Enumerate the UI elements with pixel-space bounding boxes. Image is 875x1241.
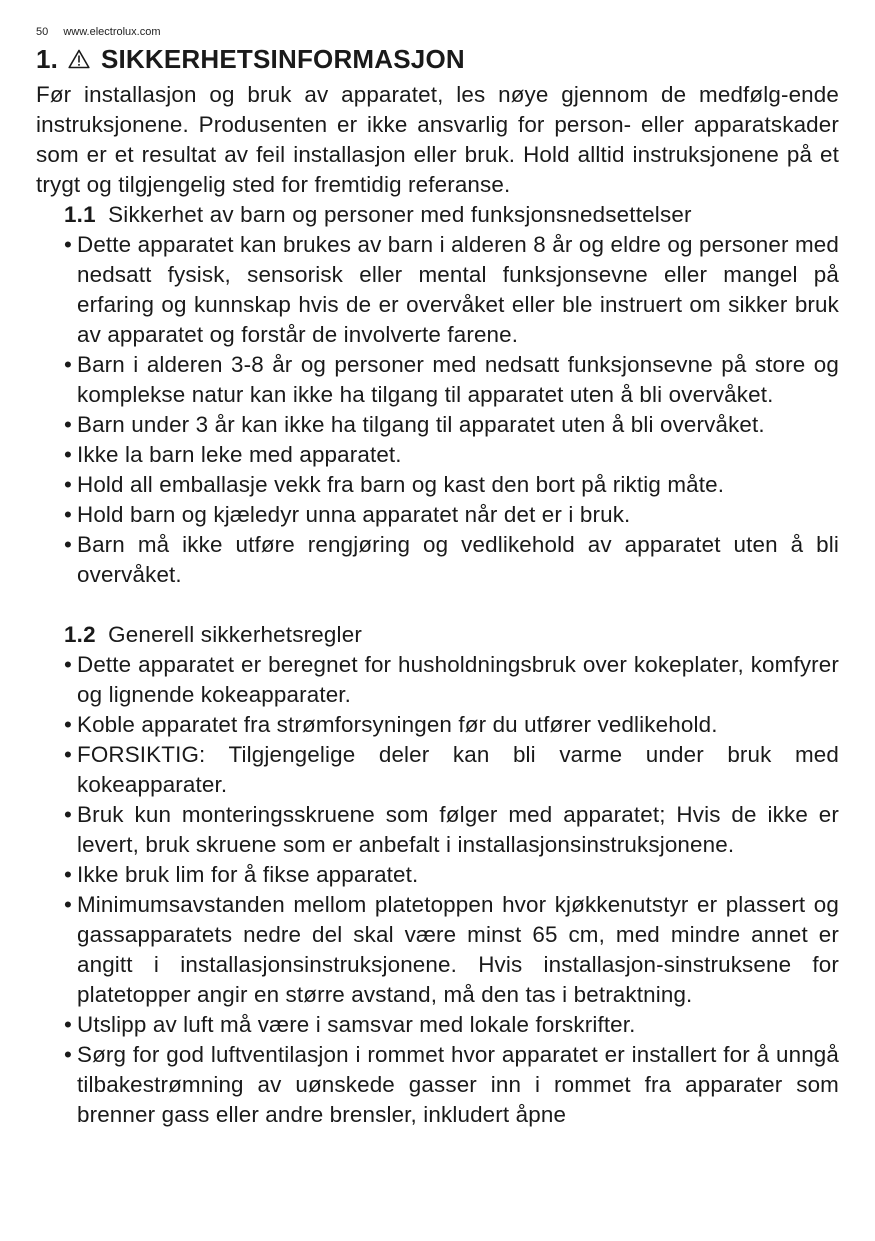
list-item: • Dette apparatet er beregnet for husholdningsbruk over kokeplater, komfyrer og lignende kokeapparater.: [64, 652, 839, 707]
list-item: • Ikke la barn leke med apparatet.: [64, 440, 839, 470]
list-item: • Sørg for god luftventilasjon i rommet hvor apparatet er installert for å unngå tilbakestrømning av uønskede gasser inn i rommet fra apparater som brenner gass eller andre brensler, inkludert åpne: [64, 1042, 839, 1127]
website-link[interactable]: www.electrolux.com: [63, 26, 161, 38]
bullet-icon: •: [64, 442, 72, 467]
list-item: • Utslipp av luft må være i samsvar med lokale forskrifter.: [64, 1010, 839, 1040]
title-text: SIKKERHETSINFORMASJON: [100, 44, 465, 74]
page-number: 50: [36, 26, 49, 38]
list-item: • Dette apparatet kan brukes av barn i alderen 8 år og eldre og personer med nedsatt fysisk, sensorisk eller mental funksjonsevne eller mangel på erfaring og kunnskap hvis de er overvåket eller ble instruert om sikker bruk av apparatet og forstår de involverte farene.: [64, 232, 839, 347]
intro-paragraph: Før installasjon og bruk av apparatet, les nøye gjennom de medfølg-ende instruksjonene. Produsenten er ikke ansvarlig for person- eller apparatskader som er et resultat av feil installasjon eller bruk. Hold alltid instruksjonene på et trygt og tilgjengelig sted for fremtidig referanse.: [36, 82, 839, 197]
bullet-icon: •: [64, 802, 72, 827]
bullet-icon: •: [64, 532, 72, 557]
list-item: • Koble apparatet fra strømforsyningen før du utfører vedlikehold.: [64, 710, 839, 740]
list-item: • Barn må ikke utføre rengjøring og vedlikehold av apparatet uten å bli overvåket.: [64, 532, 839, 587]
list-item: • Hold barn og kjæledyr unna apparatet når det er i bruk.: [64, 500, 839, 530]
bullet-list: [64, 650, 839, 1130]
list-item: • Bruk kun monteringsskruene som følger med apparatet; Hvis de ikke er levert, bruk skruene som er anbefalt i installasjonsinstruksjonene.: [64, 802, 839, 857]
bullet-list: [64, 230, 839, 590]
section-spacer: [64, 590, 839, 620]
bullet-icon: •: [64, 472, 72, 497]
page-header: [36, 24, 839, 40]
bullet-icon: •: [64, 1042, 72, 1067]
list-item: • Hold all emballasje vekk fra barn og kast den bort på riktig måte.: [64, 470, 839, 500]
section-1-1: [64, 200, 839, 1130]
section-heading-text: Sikkerhet av barn og personer med funksjonsnedsettelser: [108, 202, 692, 227]
bullet-icon: •: [64, 742, 72, 767]
list-item: • FORSIKTIG: Tilgjengelige deler kan bli varme under bruk med kokeapparater.: [64, 742, 839, 797]
bullet-icon: •: [64, 1012, 72, 1037]
bullet-icon: •: [64, 412, 72, 437]
warning-triangle-icon: [68, 43, 90, 77]
bullet-icon: •: [64, 502, 72, 527]
list-item: • Barn under 3 år kan ikke ha tilgang til apparatet uten å bli overvåket.: [64, 410, 839, 440]
bullet-icon: •: [64, 712, 72, 737]
list-item: • Minimumsavstanden mellom platetoppen hvor kjøkkenutstyr er plassert og gassapparatets nedre del skal være minst 65 cm, med mindre annet er angitt i installasjonsinstruksjonene. Hvis installasjon-sinstruksene for platetopper angir en større avstand, må den tas i betraktning.: [64, 892, 839, 1007]
list-item: • Barn i alderen 3-8 år og personer med nedsatt funksjonsevne på store og komplekse natur kan ikke ha tilgang til apparatet uten å bli overvåket.: [64, 352, 839, 407]
section-heading: [64, 620, 839, 650]
bullet-icon: •: [64, 892, 72, 917]
bullet-icon: •: [64, 232, 72, 257]
section-heading: [64, 200, 839, 230]
section-number: 1.2: [64, 622, 96, 647]
section-number: 1.1: [64, 202, 96, 227]
bullet-icon: •: [64, 652, 72, 677]
bullet-icon: •: [64, 352, 72, 377]
list-item: • Ikke bruk lim for å fikse apparatet.: [64, 860, 839, 890]
section-title: [36, 42, 839, 77]
title-number: 1.: [36, 44, 59, 74]
section-heading-text: Generell sikkerhetsregler: [108, 622, 363, 647]
manual-page: [36, 24, 839, 1130]
bullet-icon: •: [64, 862, 72, 887]
